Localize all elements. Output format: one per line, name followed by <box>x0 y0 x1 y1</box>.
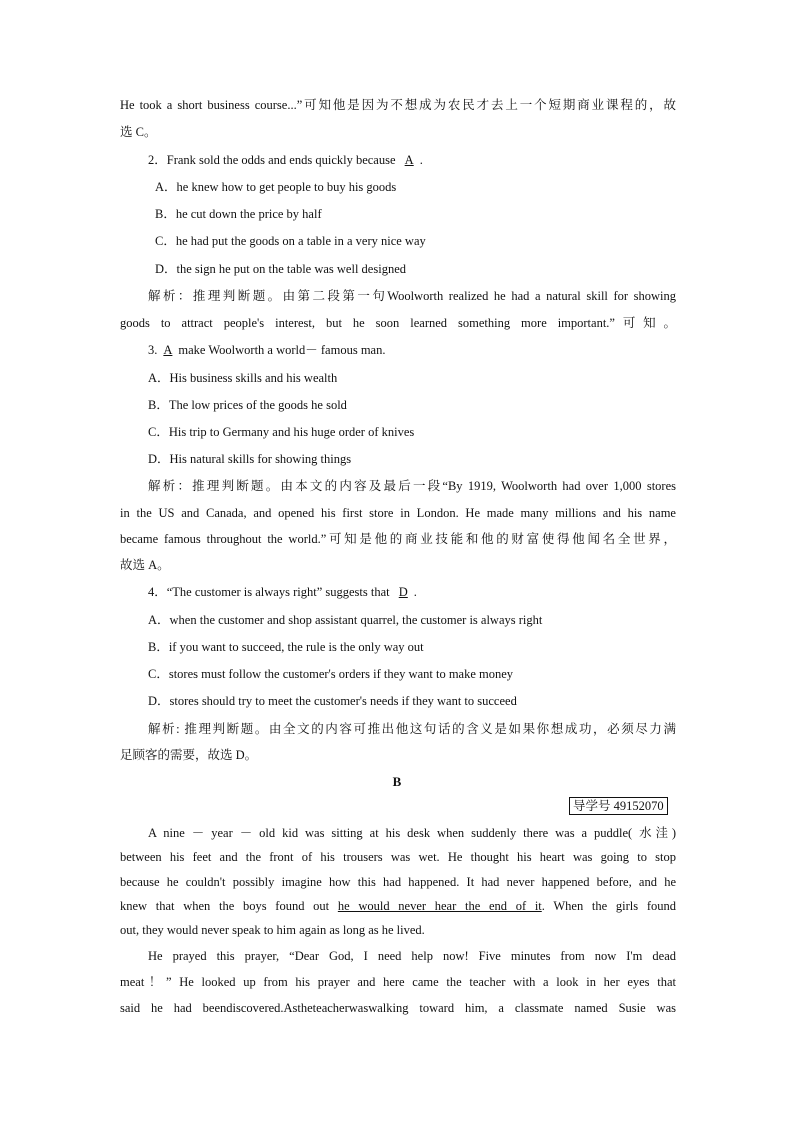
underlined-phrase: he would never hear the end of it <box>337 899 542 913</box>
passage-line: A nine － year － old kid was sitting at his desk when suddenly there was a puddle( 水洼) <box>148 826 676 840</box>
question-4 <box>148 584 676 600</box>
option-b: B．he cut down the price by half <box>155 207 322 221</box>
option-d: D．His natural skills for showing things <box>148 452 352 466</box>
option-a: A．when the customer and shop assistant quarrel, the customer is always right <box>148 613 543 627</box>
passage-line <box>120 898 676 914</box>
explanation-line: 故选 A。 <box>120 558 170 572</box>
question-stem: 2．Frank sold the odds and ends quickly because <box>148 153 399 167</box>
question-stem: 4．“The customer is always right” suggests that <box>148 585 393 599</box>
guide-number-box: 导学号 49152070 <box>569 797 668 815</box>
explanation-line: 解析: 推理判断题。由全文的内容可推出他这句话的含义是如果你想成功，必须尽力满 <box>148 722 676 736</box>
question-3 <box>148 342 676 358</box>
answer-blank: D <box>398 585 408 599</box>
passage-text: . When the girls found <box>541 899 676 913</box>
passage-line: said he had beendiscovered.Astheteacherwaswalking toward him, a classmate named Susie was <box>120 1001 676 1015</box>
section-heading: B <box>392 774 402 789</box>
explanation-line: 解析：推理判断题。由本文的内容及最后一段“By 1919, Woolworth had over 1,000 stores <box>148 479 676 493</box>
explanation-line: became famous throughout the world.”可知是他的商业技能和他的财富使得他闻名全世界， <box>120 532 676 546</box>
answer-blank: A <box>404 153 414 167</box>
option-a: A．he knew how to get people to buy his goods <box>155 180 397 194</box>
passage-line: He prayed this prayer, “Dear God, I need help now! Five minutes from now I'm dead <box>148 949 676 963</box>
explanation-line: 足顾客的需要，故选 D。 <box>120 748 258 762</box>
question-2 <box>148 152 676 168</box>
question-number: 3. <box>148 343 158 357</box>
explanation-line: 解析：推理判断题。由第二段第一句Woolworth realized he had a natural skill for showing <box>148 289 676 303</box>
question-stem: make Woolworth a world－ famous man. <box>178 343 386 357</box>
option-c: C．His trip to Germany and his huge order of knives <box>148 425 415 439</box>
option-a: A．His business skills and his wealth <box>148 371 338 385</box>
answer-blank: A <box>163 343 173 357</box>
passage-line: between his feet and the front of his trousers was wet. He thought his heart was going to stop <box>120 850 676 864</box>
question-end: . <box>413 585 417 599</box>
passage-line: because he couldn't possibly imagine how this had happened. It had never happened before, and he <box>120 875 676 889</box>
option-b: B．if you want to succeed, the rule is the only way out <box>148 640 424 654</box>
option-d: D．stores should try to meet the customer's needs if they want to succeed <box>148 694 517 708</box>
option-c: C．stores must follow the customer's orders if they want to make money <box>148 667 514 681</box>
explanation-line: goods to attract people's interest, but he soon learned something more important.”可知。 <box>120 316 676 330</box>
option-c: C．he had put the goods on a table in a very nice way <box>155 234 426 248</box>
text-line: 选 C。 <box>120 125 157 139</box>
option-b: B．The low prices of the goods he sold <box>148 398 347 412</box>
option-d: D．the sign he put on the table was well designed <box>155 262 406 276</box>
question-end: . <box>419 153 423 167</box>
explanation-line: in the US and Canada, and opened his first store in London. He made many millions and his name <box>120 506 676 520</box>
passage-text: knew that when the boys found out <box>120 899 338 913</box>
passage-line: meat！” He looked up from his prayer and here came the teacher with a look in her eyes that <box>120 975 676 989</box>
text-line: He took a short business course...”可知他是因为不想成为农民才去上一个短期商业课程的，故 <box>120 98 676 112</box>
passage-line: out, they would never speak to him again as long as he lived. <box>120 923 425 937</box>
